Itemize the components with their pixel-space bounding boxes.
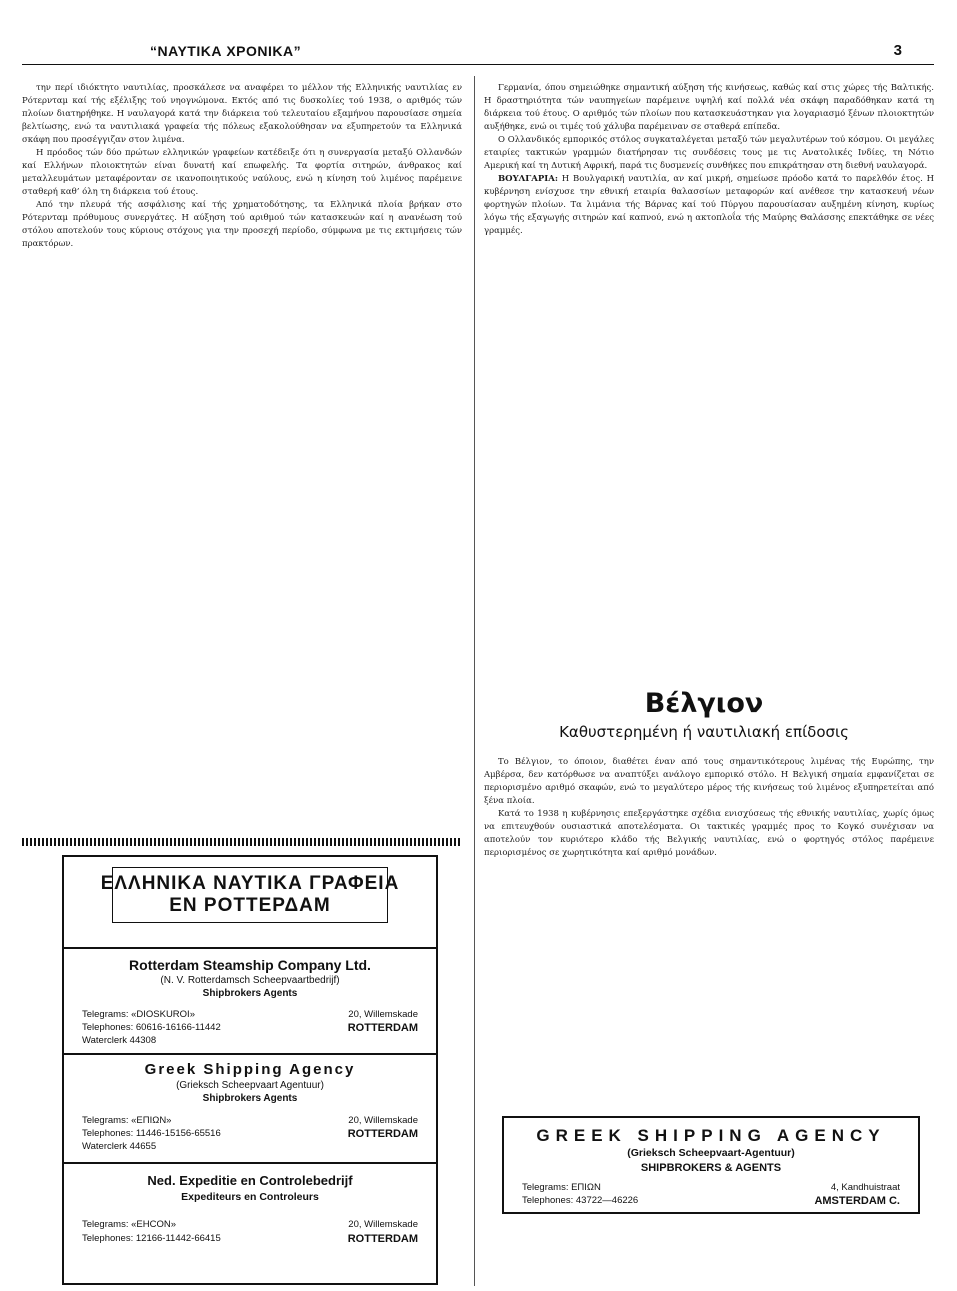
- company2-street: 20, Willemskade: [348, 1115, 418, 1126]
- paragraph: Κατά το 1938 η κυβέρνησις επεξεργάστηκε σχέδια ενισχύσεως τής εθνικής ναυτιλίας, χωρίς όμως να επιτευχθούν ουσιαστικά αποτελέσματα. Οι τακτικές γραμμές προς το Κογκό συνέχισαν να αποτελούν τον κυριότερο κλάδο τής Βελγικής ναυτιλίας, ενώ ο φορτηγός στόλος παρέμεινε περιορισμένος σε χωρητικότητα καί αριθμό μονάδων.: [484, 809, 934, 858]
- bulgaria-label: ΒΟΥΛΓΑΡΙΑ:: [498, 174, 558, 184]
- company1-street: 20, Willemskade: [348, 1009, 418, 1020]
- section-subtitle: Καθυστερημένη ή ναυτιλιακή επίδοσις: [559, 723, 849, 741]
- section-title: Βέλγιον: [644, 688, 764, 719]
- company2-telegram: Telegrams: «ΕΠΙΩΝ»: [82, 1115, 172, 1126]
- company3-city: ROTTERDAM: [347, 1233, 418, 1245]
- company1-name: Rotterdam Steamship Company Ltd.: [129, 957, 371, 973]
- header-rule: [22, 64, 934, 65]
- company2-name: Greek Shipping Agency: [144, 1061, 356, 1078]
- paragraph: Η πρόοδος τών δύο πρώτων ελληνικών γραφείων κατέδειξε ότι η συνεργασία μεταξύ Ολλανδών καί Ελλήνων πλοιοκτητών είναι δυνατή καί επωφελής. Τα φορτία σιτηρών, άνθρακος καί μεταλλευμάτων μεταφέρονταν σε ικανοποιητικούς ναύλους, ενώ η κίνηση τού λιμένος παρέμεινε σταθερή καθ’ όλη τη διάρκεια τού έτους.: [22, 148, 462, 197]
- agency-city: AMSTERDAM C.: [814, 1195, 900, 1207]
- company1-role: Shipbrokers Agents: [202, 988, 298, 999]
- newspaper-title: “ΝΑΥΤΙΚΑ ΧΡΟΝΙΚΑ”: [150, 43, 302, 59]
- belgium-article-text: [484, 756, 934, 1106]
- agency-telephone: Telephones: 43722—46226: [522, 1195, 639, 1206]
- company3-role: Expediteurs en Controleurs: [181, 1191, 319, 1203]
- company3-street: 20, Willemskade: [348, 1219, 418, 1230]
- company3-telegram: Telegrams: «ΕΗCON»: [82, 1219, 176, 1230]
- agency-street: 4, Kandhuistraat: [830, 1182, 900, 1193]
- greek-shipping-agency-ad: [502, 1116, 920, 1214]
- agency-telegram: Telegrams: ΕΠΙΩΝ: [522, 1182, 601, 1193]
- company3-name: Ned. Expeditie en Controlebedrijf: [147, 1173, 353, 1188]
- agency-role: SHIPBROKERS & AGENTS: [640, 1162, 782, 1174]
- paragraph: Ο Ολλανδικός εμπορικός στόλος συγκαταλέγεται μεταξύ τών μεγαλυτέρων τού κόσμου. Οι μεγάλες εταιρίες τακτικών γραμμών διατήρησαν τις συνδέσεις τους με τις Ανατολικές Ινδίες, τη Νότιο Αμερική καί τη Δυτική Αφρική, παρά τις δυσμενείς συνθήκες που επικράτησαν στη διεθνή ναυλαγορά.: [484, 135, 934, 171]
- section-heading-belgium: [474, 688, 934, 741]
- right-column-text: [484, 82, 934, 660]
- paragraph: Γερμανία, όπου σημειώθηκε σημαντική αύξηση τής κινήσεως, καθώς καί στις χώρες τής Βαλτικής. Η δραστηριότητα τών ναυπηγείων παρέμεινε υψηλή καί πολλά νέα σκάφη παραδόθηκαν κατά τη διάρκεια τού έτους. Ο αριθμός τών πλοίων που κατασκευάστηκαν για λογαριασμό ξένων πλοιοκτητών αυξήθηκε, ενώ οι τιμές τού χάλυβα παρέμειναν σε σταθερά επίπεδα.: [484, 83, 934, 132]
- ad-divider: [64, 1162, 436, 1164]
- paragraph: την περί ιδιόκτητο ναυτιλίας, προσκάλεσε να αναφέρει το μέλλον τής Ελληνικής ναυτιλίας εν Ρότερνταμ καί τής εξέλιξης τού νηογνώμονα. Εκτός από τις δυσκολίες τού 1938, ο αριθμός τών πλοίων διατηρήθηκε. Η ναυλαγορά κατά την διάρκεια τού τελευταίου εξαμήνου παρουσίασε σημεία βελτίωσης, ενώ τα ναυτιλιακά γραφεία τής πόλεως εξακολούθησαν να εξυπηρετούν τα Ελληνικά σκάφη που προσέγγιζαν στον λιμένα.: [22, 83, 462, 145]
- paragraph: Από την πλευρά τής ασφάλισης καί τής χρηματοδότησης, τα Ελληνικά πλοία βρήκαν στο Ρότερνταμ πρόθυμους συνεργάτες. Η αύξηση τού αριθμού τών κατασκευών καί η ανανέωση τού στόλου αποτελούν τους κύριους στόχους για την προσεχή περίοδο, σύμφωνα με τις εκτιμήσεις τών πρακτόρων.: [22, 200, 462, 249]
- paragraph: Το Βέλγιον, το όποιον, διαθέτει έναν από τους σημαντικότερους λιμένας τής Ευρώπης, την Αμβέρσα, δεν κατόρθωσε να αναπτύξει ανάλογο εμπορικό στόλο. Η Βελγική σημαία εμφανίζεται σε περιορισμένο αριθμό σκαφών, ενώ το μεγαλύτερο μέρος τής κινήσεως τού λιμένος εξυπηρετείται από ξένα πλοία.: [484, 757, 934, 806]
- page-number: 3: [893, 42, 902, 59]
- company1-subtitle: (N. V. Rotterdamsch Scheepvaartbedrijf): [160, 975, 340, 986]
- company2-telephone: Telephones: 11446-15156-65516: [82, 1128, 221, 1139]
- company1-telephone: Telephones: 60616-16166-11442: [82, 1022, 221, 1033]
- ad-divider: [64, 1053, 436, 1055]
- company2-subtitle: (Grieksch Scheepvaart Agentuur): [176, 1080, 324, 1091]
- page-header: [22, 40, 934, 66]
- paragraph-bulgaria: [484, 173, 934, 238]
- agency-subtitle: (Grieksch Scheepvaart-Agentuur): [627, 1147, 795, 1159]
- bulgaria-text: Η Βουλγαρική ναυτιλία, αν καί μικρή, σημείωσε πρόοδο κατά το παρελθόν έτος. Η κυβέρνηση ενίσχυσε την εθνική εταιρία θαλασσίων μεταφορών καί ανέθεσε την κατασκευή νέων φορτηγών πλοίων. Τα λιμάνια τής Βάρνας καί τού Πύργου παρουσίασαν αυξημένη κίνηση, κυρίως λόγω τής εξαγωγής σιτηρών καί καπνού, ενώ η ακτοπλοΐα τής Μαύρης Θαλάσσης επεκτάθηκε σε νέες γραμμές.: [484, 174, 934, 236]
- company1-waterclerk: Waterclerk 44308: [82, 1035, 157, 1046]
- ad-border-band: [22, 838, 460, 846]
- company2-city: ROTTERDAM: [347, 1128, 418, 1140]
- company1-city: ROTTERDAM: [347, 1022, 418, 1034]
- ad-divider: [64, 947, 436, 949]
- column-divider: [474, 76, 475, 1286]
- left-column-text: [22, 82, 462, 828]
- ad-banner: ΕΛΛΗΝΙΚΑ ΝΑΥΤΙΚΑ ΓΡΑΦΕΙΑ ΕΝ ΡΟΤΤΕΡΔΑΜ: [100, 873, 400, 916]
- company2-waterclerk: Waterclerk 44655: [82, 1141, 157, 1152]
- company1-telegram: Telegrams: «DIOSKUROI»: [82, 1009, 195, 1020]
- ad-banner-frame: [112, 867, 388, 923]
- company2-role: Shipbrokers Agents: [202, 1093, 298, 1104]
- greek-offices-ad: [62, 855, 438, 1285]
- company3-telephone: Telephones: 12166-11442-66415: [82, 1233, 221, 1244]
- agency-name: GREEK SHIPPING AGENCY: [536, 1126, 886, 1145]
